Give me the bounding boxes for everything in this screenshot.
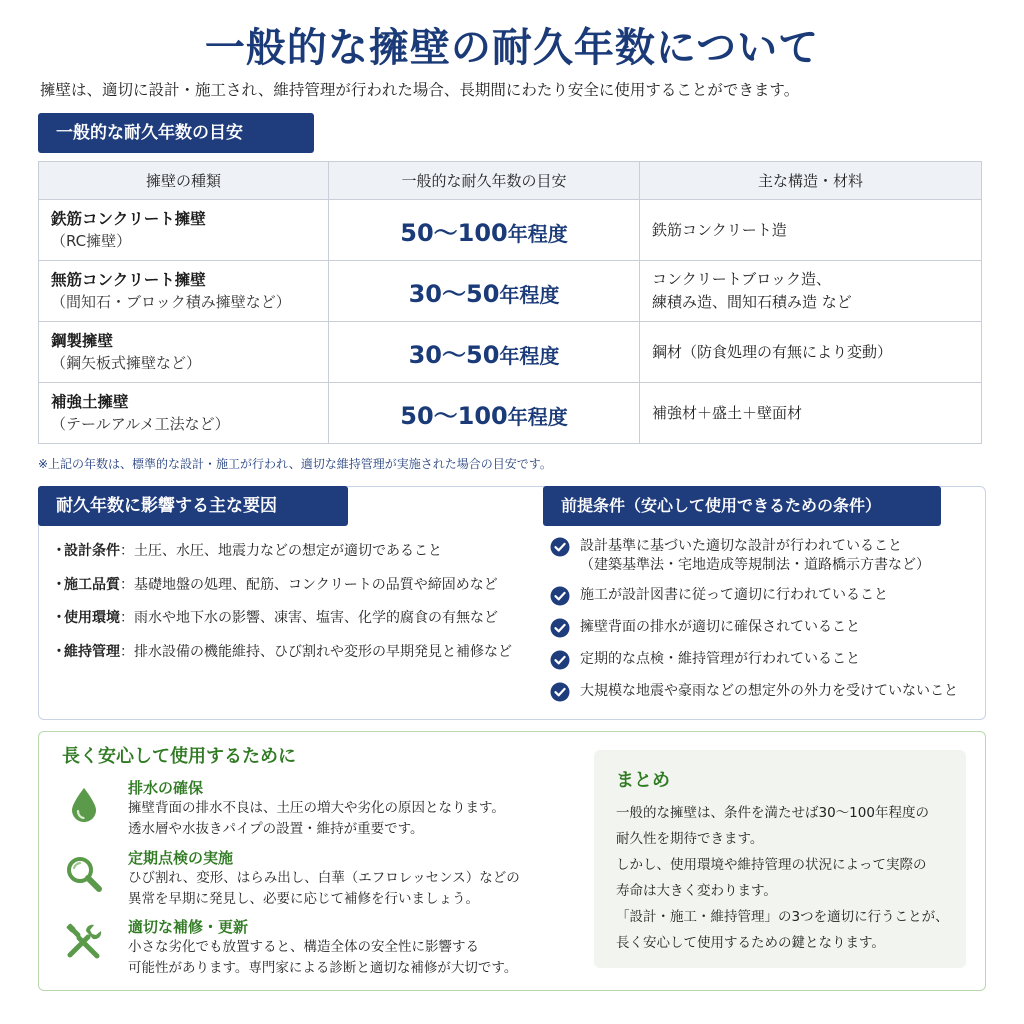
summary-line: 耐久性を期待できます。 <box>616 831 764 847</box>
list-item <box>52 540 532 574</box>
header-type: 擁壁の種類 <box>39 162 329 200</box>
table-footnote: ※上記の年数は、標準的な設計・施工が行われ、適切な維持管理が実施された場合の目安です。 <box>38 457 552 471</box>
check-circle-icon <box>550 618 570 638</box>
summary-paragraph <box>616 852 961 904</box>
list-item <box>550 537 980 575</box>
condition-text: 大規模な地震や豪雨などの想定外の外力を受けていないこと <box>580 683 958 699</box>
factor-text: ：雨水や地下水の影響、凍害、塩害、化学的腐食の有無など <box>120 610 498 626</box>
tip-body: 擁壁背面の排水不良は、土圧の増大や劣化の原因となります。 <box>128 800 505 816</box>
wall-type-name: 無筋コンクリート擁壁 <box>51 271 206 289</box>
condition-text-2: （建築基準法・宅地造成等規制法・道路橋示方書など） <box>580 557 930 573</box>
material-text-2: 練積み造、間知石積み造 など <box>652 293 852 311</box>
page-title: 一般的な擁壁の耐久年数について <box>204 25 820 71</box>
condition-list <box>550 537 980 714</box>
years-suffix: 年程度 <box>507 404 568 429</box>
section-tag-standard: 一般的な耐久年数の目安 <box>38 113 314 153</box>
factor-text: ：排水設備の機能維持、ひび割れや変形の早期発見と補修など <box>120 643 512 660</box>
tip-body-2: 異常を早期に発見し、必要に応じて補修を行いましょう。 <box>128 891 479 907</box>
header-material: 主な構造・材料 <box>640 162 982 200</box>
factor-label: 使用環境 <box>64 610 120 626</box>
bullet-mark: ・ <box>52 576 66 593</box>
summary-title: まとめ <box>616 770 670 791</box>
wall-type-name: 鋼製擁壁 <box>51 332 114 350</box>
wall-type-sub: （テールアルメ工法など） <box>51 415 230 433</box>
years-suffix: 年程度 <box>499 343 560 368</box>
water-drop-icon <box>62 782 106 826</box>
years-value: 30〜50 <box>408 279 500 308</box>
table-header-row <box>39 162 982 200</box>
summary-line: しかし、使用環境や維持管理の状況によって実際の <box>616 857 927 873</box>
summary-line: 「設計・施工・維持管理」の3つを適切に行うことが、 <box>616 909 949 925</box>
long-use-heading: 長く安心して使用するために <box>62 746 296 767</box>
years-value: 50〜100 <box>400 218 508 247</box>
factor-label: 施工品質 <box>64 576 120 593</box>
condition-text: 擁壁背面の排水が適切に確保されていること <box>580 619 860 635</box>
list-item <box>550 682 980 701</box>
years-value: 30〜50 <box>408 340 500 369</box>
tip-body: 小さな劣化でも放置すると、構造全体の安全性に影響する <box>128 939 479 955</box>
bullet-mark: ・ <box>52 543 66 559</box>
table-row <box>39 261 982 322</box>
wall-type-sub: （RC擁壁） <box>51 232 132 250</box>
intro-text: 擁壁は、適切に設計・施工され、維持管理が行われた場合、長期間にわたり安全に使用することができます。 <box>40 81 800 99</box>
section-tag-conditions: 前提条件（安心して使用できるための条件） <box>543 486 941 526</box>
list-item <box>550 618 980 637</box>
condition-text: 施工が設計図書に従って適切に行われていること <box>580 587 888 603</box>
material-text: 鋼材（防食処理の有無により変動） <box>652 342 893 361</box>
wall-type-sub: （鋼矢板式擁壁など） <box>51 354 202 372</box>
table-row <box>39 200 982 261</box>
magnifier-icon <box>62 852 106 896</box>
summary-line: 寿命は大きく変わります。 <box>616 883 777 899</box>
condition-text: 設計基準に基づいた適切な設計が行われていること <box>580 538 902 554</box>
summary-line: 長く安心して使用するための鍵となります。 <box>616 935 885 951</box>
tip-title: 適切な補修・更新 <box>128 918 249 936</box>
table-row <box>39 322 982 383</box>
tip-body: ひび割れ、変形、はらみ出し、白華（エフロレッセンス）などの <box>128 870 520 886</box>
list-item <box>52 574 532 608</box>
summary-paragraph <box>616 904 961 956</box>
years-value: 50〜100 <box>400 401 508 430</box>
factor-label: 維持管理 <box>64 643 120 660</box>
summary-paragraph <box>616 800 961 852</box>
tip-title: 定期点検の実施 <box>128 849 234 867</box>
factor-text: ：基礎地盤の処理、配筋、コンクリートの品質や締固めなど <box>120 576 498 593</box>
tip-body-2: 透水層や水抜きパイプの設置・維持が重要です。 <box>128 821 424 837</box>
list-item <box>550 586 980 605</box>
list-item <box>52 607 532 641</box>
bullet-mark: ・ <box>52 643 66 660</box>
tip-title: 排水の確保 <box>128 779 204 797</box>
material-text: 補強材＋盛土＋壁面材 <box>652 403 803 422</box>
summary-line: 一般的な擁壁は、条件を満たせば30〜100年程度の <box>616 805 929 821</box>
section-tag-factors: 耐久年数に影響する主な要因 <box>38 486 348 526</box>
wall-type-name: 鉄筋コンクリート擁壁 <box>51 210 206 228</box>
check-circle-icon <box>550 682 570 702</box>
years-suffix: 年程度 <box>507 221 568 246</box>
summary-body <box>616 800 961 956</box>
check-circle-icon <box>550 650 570 670</box>
tip-body-2: 可能性があります。専門家による診断と適切な補修が大切です。 <box>128 960 518 976</box>
list-item <box>52 641 532 675</box>
material-text: 鉄筋コンクリート造 <box>652 220 787 239</box>
check-circle-icon <box>550 537 570 557</box>
factor-text: ：土圧、水圧、地震力などの想定が適切であること <box>120 543 442 559</box>
factor-list <box>52 540 532 674</box>
header-years: 一般的な耐久年数の目安 <box>329 162 640 200</box>
check-circle-icon <box>550 586 570 606</box>
tools-icon <box>62 921 106 965</box>
bullet-mark: ・ <box>52 610 66 626</box>
table-row <box>39 383 982 444</box>
wall-type-sub: （間知石・ブロック積み擁壁など） <box>51 293 291 311</box>
wall-type-name: 補強土擁壁 <box>51 393 129 411</box>
years-suffix: 年程度 <box>499 282 560 307</box>
factor-label: 設計条件 <box>64 543 120 559</box>
lifespan-table <box>38 161 982 444</box>
list-item <box>550 650 980 669</box>
condition-text: 定期的な点検・維持管理が行われていること <box>580 651 860 667</box>
material-text: コンクリートブロック造、 <box>652 270 831 288</box>
